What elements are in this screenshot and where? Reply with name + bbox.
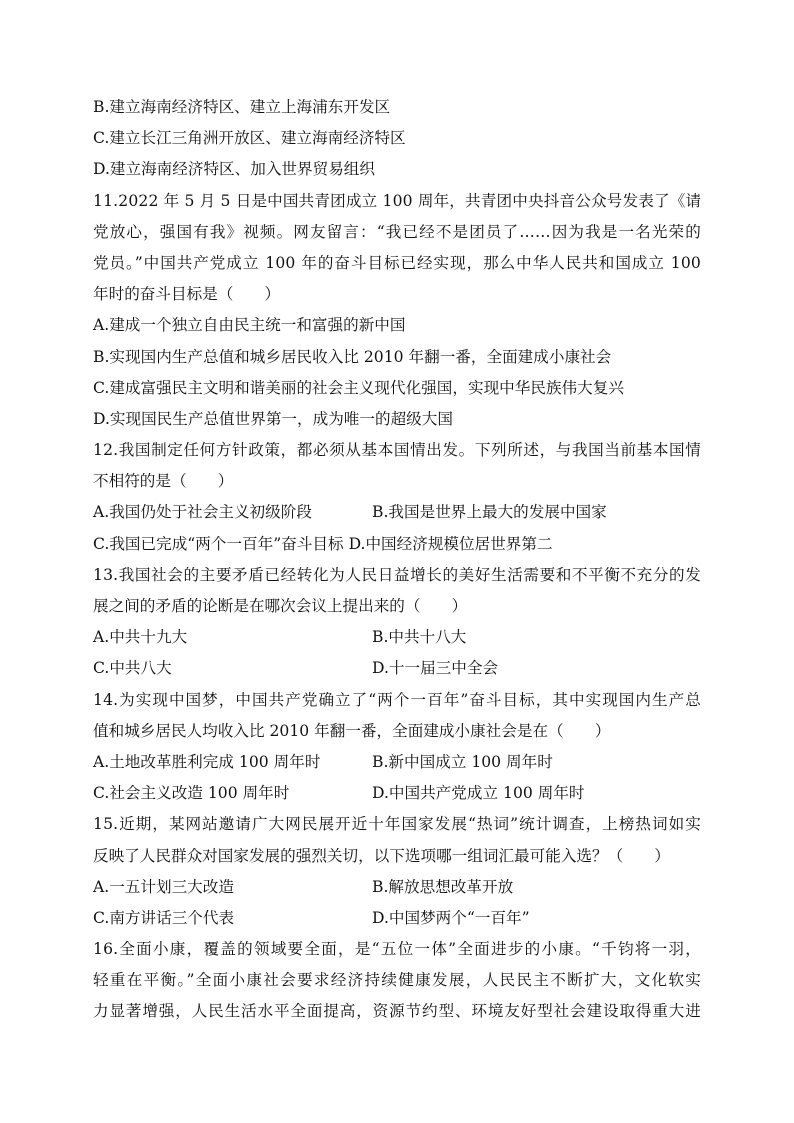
- q16-stem-line-1: 16.全面小康，覆盖的领域要全面，是“五位一体”全面进步的小康。“千钧将一羽，: [93, 940, 701, 959]
- q14-option-a: A.土地改革胜利完成 100 周年时: [93, 752, 321, 771]
- q13-stem-line-2: 展之间的矛盾的论断是在哪次会议上提出来的（ ）: [93, 597, 468, 615]
- q15-options-row-1: [93, 872, 701, 903]
- q13-option-a: A.中共十九大: [93, 628, 188, 647]
- q15-stem-line-2: 反映了人民群众对国家发展的强烈关切，以下选项哪一组词汇最可能入选？（ ）: [93, 846, 670, 865]
- q11-option-a: A.建成一个独立自由民主统一和富强的新中国: [93, 316, 406, 335]
- q10-option-b: B.建立海南经济特区、建立上海浦东开发区: [93, 98, 391, 116]
- q14-option-d: D.中国共产党成立 100 周年时: [372, 784, 585, 803]
- q13-option-b: B.中共十八大: [372, 628, 467, 647]
- q12-options-row-2: [93, 529, 701, 560]
- q11-option-c: C.建成富强民主文明和谐美丽的社会主义现代化强国，实现中华民族伟大复兴: [93, 378, 624, 397]
- q15-option-c: C.南方讲话三个代表: [93, 908, 235, 927]
- q13-option-c: C.中共八大: [93, 659, 172, 678]
- q11-stem-line-1: 11.2022 年 5 月 5 日是中国共青团成立 100 周年，共青团中央抖音公众号发表了《请: [93, 191, 702, 210]
- q11-stem-line-2: 党放心，强国有我》视频。网友留言：“我已经不是团员了……因为我是一名光荣的: [93, 222, 701, 241]
- q12-option-d: D.中国经济规模位居世界第二: [348, 534, 553, 553]
- q13-stem-line-1: 13.我国社会的主要矛盾已经转化为人民日益增长的美好生活需要和不平衡不充分的发: [93, 565, 701, 584]
- q11-option-b: B.实现国内生产总值和城乡居民收入比 2010 年翻一番，全面建成小康社会: [93, 347, 612, 366]
- q14-options-row-1: [93, 747, 701, 778]
- q14-option-b: B.新中国成立 100 周年时: [372, 752, 553, 771]
- q11-stem-line-3: 党员。”中国共产党成立 100 年的奋斗目标已经实现，那么中华人民共和国成立 100: [93, 253, 701, 272]
- q13-option-d: D.十一届三中全会: [372, 659, 499, 678]
- q14-stem-line-2: 值和城乡居民人均收入比 2010 年翻一番，全面建成小康社会是在（ ）: [93, 721, 611, 740]
- q12-stem-line-1: 12.我国制定任何方针政策，都必须从基本国情出发。下列所述，与我国当前基本国情: [93, 441, 701, 460]
- q12-stem-line-2: 不相符的是（ ）: [93, 472, 234, 491]
- q14-stem-line-1: 14.为实现中国梦，中国共产党确立了“两个一百年”奋斗目标，其中实现国内生产总: [93, 690, 701, 709]
- q15-option-b: B.解放思想改革开放: [372, 877, 514, 896]
- q10-option-c: C.建立长江三角洲开放区、建立海南经济特区: [93, 129, 406, 148]
- q10-option-d: D.建立海南经济特区、加入世界贸易组织: [93, 160, 375, 179]
- q15-options-row-2: [93, 903, 701, 934]
- question-content: [93, 92, 701, 1028]
- q16-stem-line-2: 轻重在平衡。”全面小康社会要求经济持续健康发展，人民民主不断扩大，文化软实: [93, 971, 701, 990]
- q13-options-row-1: [93, 622, 701, 653]
- q11-option-d: D.实现国民生产总值世界第一，成为唯一的超级大国: [93, 409, 453, 428]
- q15-option-a: A.一五计划三大改造: [93, 877, 234, 896]
- q12-options-row-1: [93, 497, 701, 528]
- q14-options-row-2: [93, 778, 701, 809]
- q13-options-row-2: [93, 653, 701, 684]
- q11-stem-line-4: 年时的奋斗目标是（ ）: [93, 285, 281, 304]
- q16-stem-line-3: 力显著增强，人民生活水平全面提高，资源节约型、环境友好型社会建设取得重大进: [93, 1002, 701, 1021]
- q12-option-c: C.我国已完成“两个一百年”奋斗目标: [93, 534, 344, 553]
- q15-stem-line-1: 15.近期，某网站邀请广大网民展开近十年国家发展“热词”统计调查，上榜热词如实: [93, 815, 701, 834]
- q15-option-d: D.中国梦两个“一百年”: [372, 908, 530, 927]
- q12-option-b: B.我国是世界上最大的发展中国家: [372, 503, 607, 522]
- q14-option-c: C.社会主义改造 100 周年时: [93, 784, 290, 803]
- q12-option-a: A.我国仍处于社会主义初级阶段: [93, 503, 312, 522]
